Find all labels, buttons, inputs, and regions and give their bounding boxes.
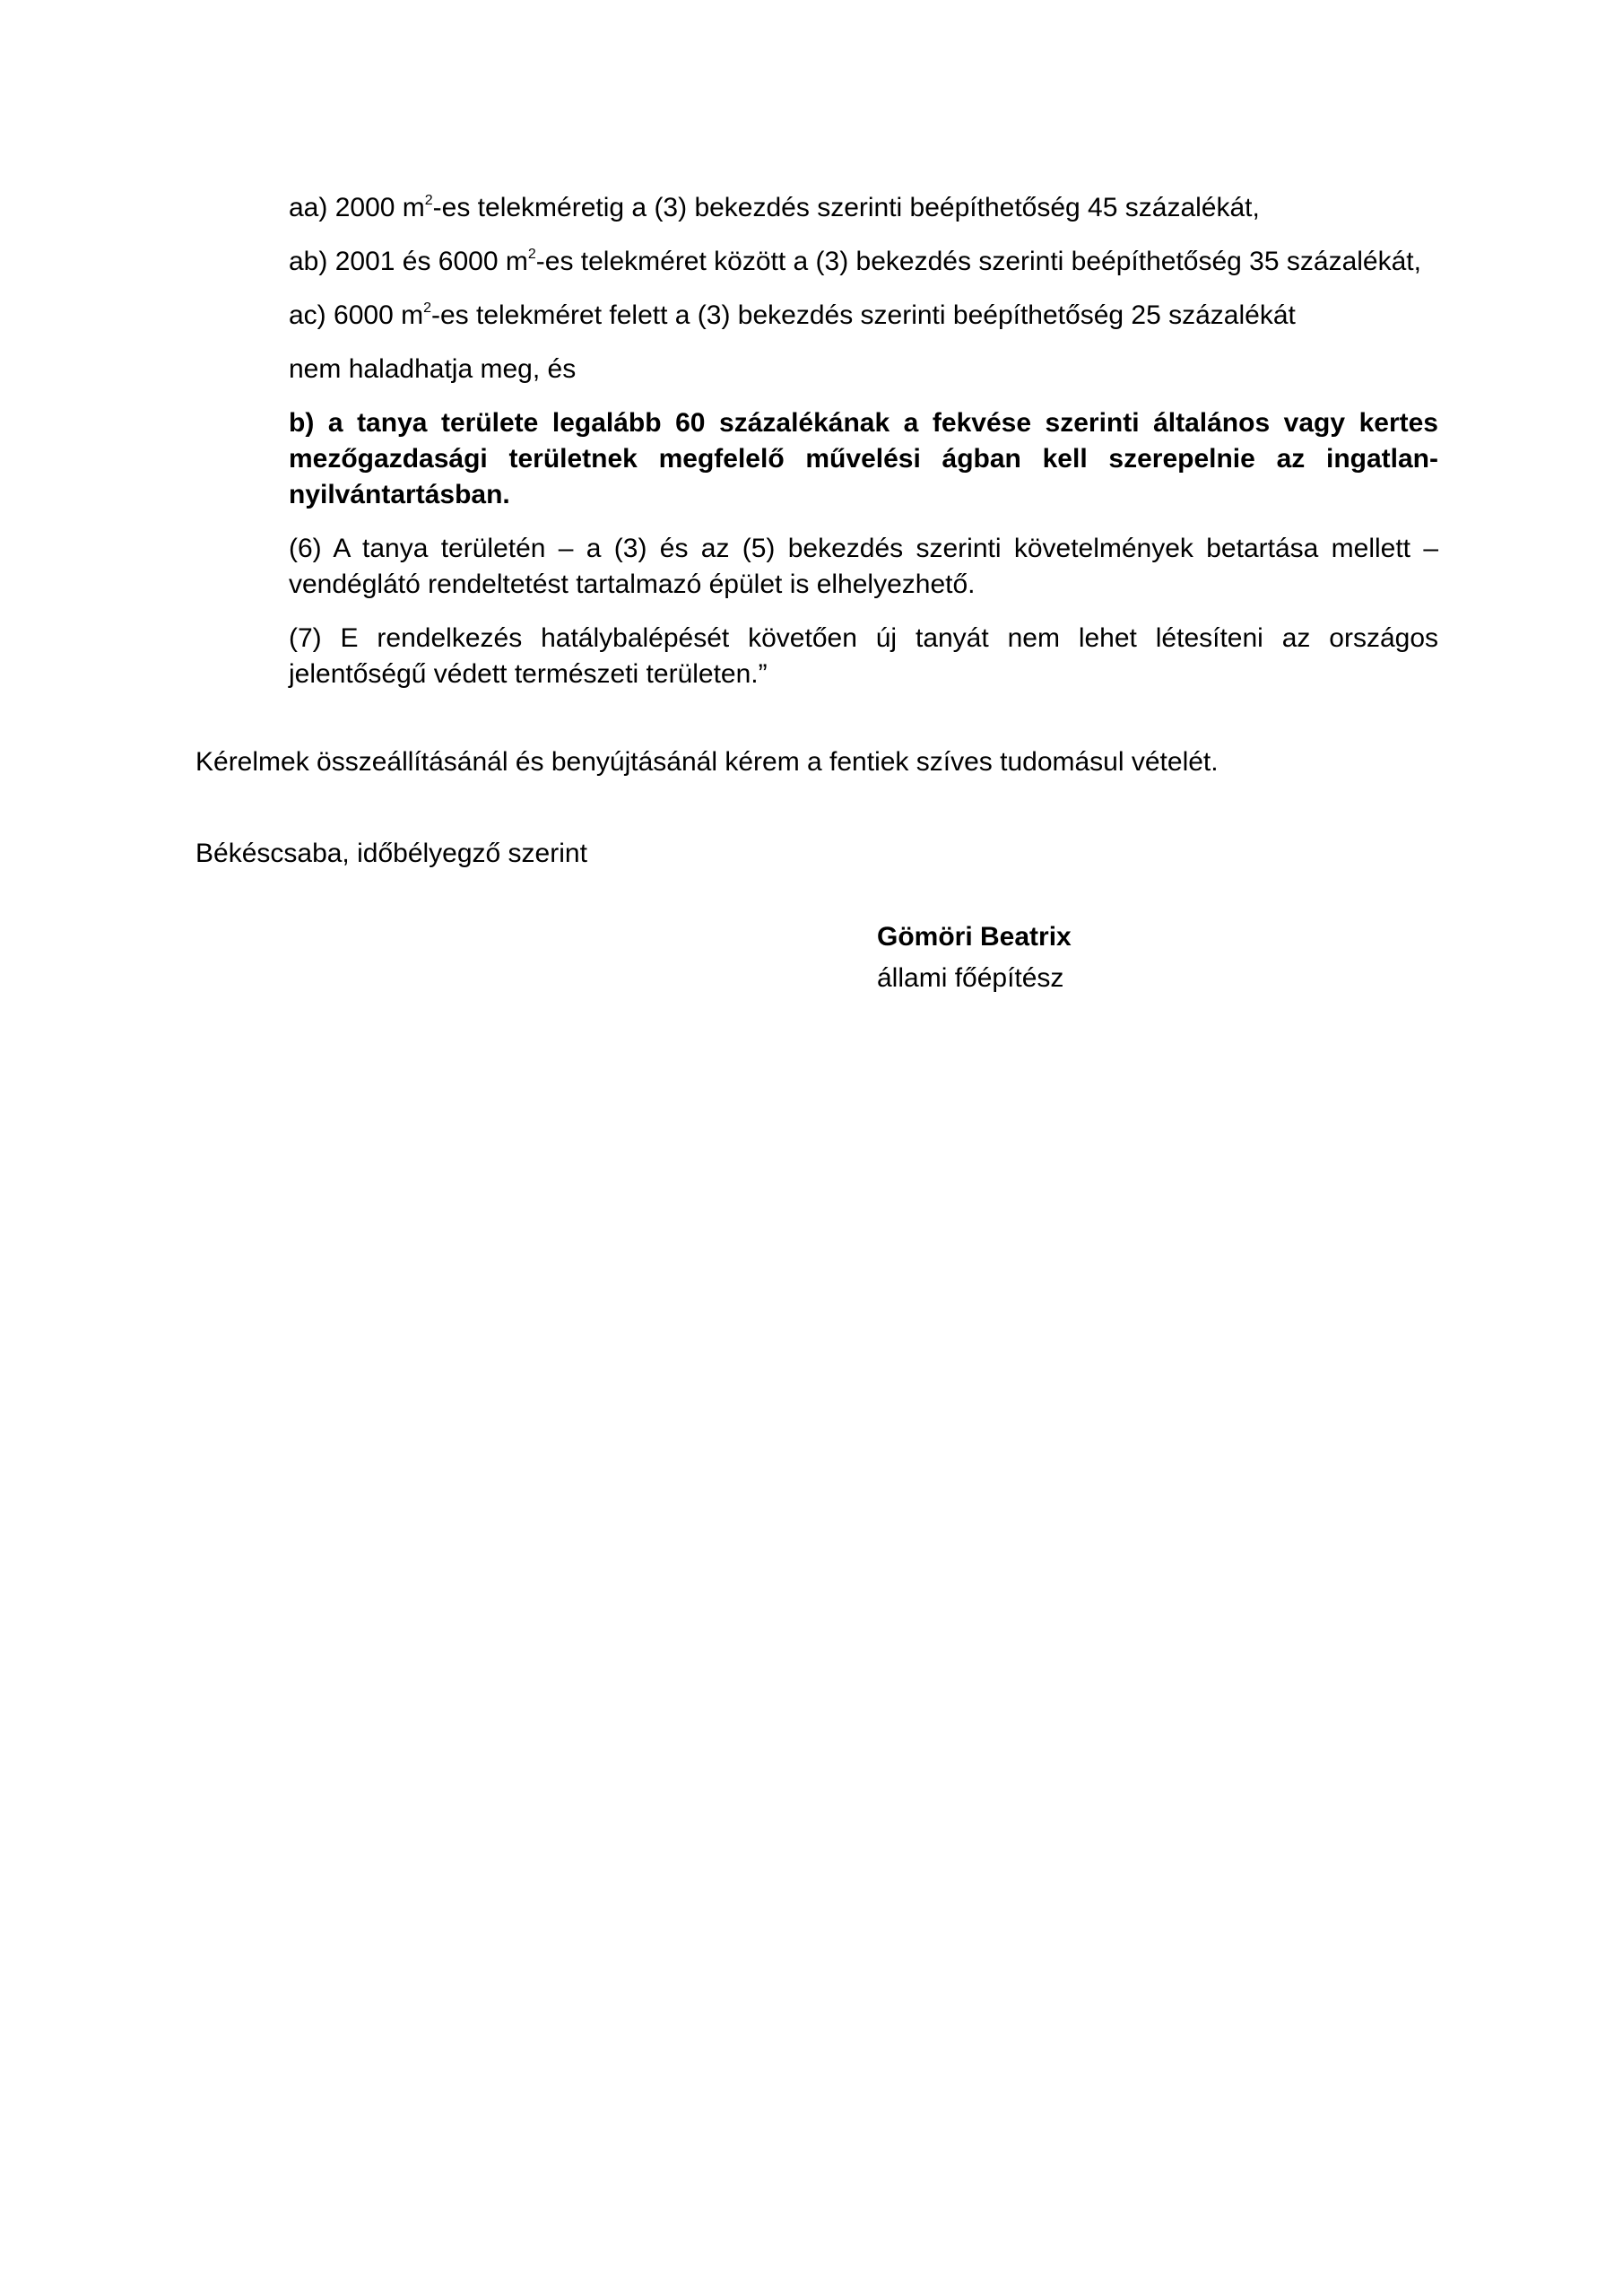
item-ac-prefix: ac) 6000 m [289, 300, 424, 330]
item-aa [289, 190, 1438, 226]
place-date: Békéscsaba, időbélyegző szerint [195, 839, 587, 868]
item-aa-prefix: aa) 2000 m [289, 193, 425, 222]
item-ab-superscript: 2 [527, 247, 536, 262]
paragraph-6: (6) A tanya területén – a (3) és az (5) bekezdés szerinti követelmények betartása mellett – vendéglátó rendeltetést tartalmazó épület is elhelyezhető. [289, 534, 1438, 599]
point-b: b) a tanya területe legalább 60 százalékának a fekvése szerinti általános vagy kertes mezőgazdasági területnek megfelelő művelési ágban kell szerepelnie az ingatlan-nyilvántartásban. [289, 408, 1438, 509]
limit-text: nem haladhatja meg, és [289, 354, 577, 384]
item-ac-suffix: -es telekméret felett a (3) bekezdés szerinti beépíthetőség 25 százalékát [430, 300, 1296, 330]
closing-request: Kérelmek összeállításánál és benyújtásánál kérem a fentiek szíves tudomásul vételét. [195, 747, 1219, 777]
paragraph-7: (7) E rendelkezés hatálybalépését követően új tanyát nem lehet létesíteni az országos jelentőségű védett természeti területen.” [289, 623, 1438, 689]
signatory-name: Gömöri Beatrix [877, 922, 1072, 952]
signatory-title: állami főépítész [877, 963, 1064, 993]
signature-block [877, 917, 1072, 999]
item-aa-superscript: 2 [424, 193, 433, 208]
item-ab-suffix: -es telekméret között a (3) bekezdés szerinti beépíthetőség 35 százalékát, [535, 247, 1421, 276]
item-ac-superscript: 2 [423, 300, 431, 316]
item-ab [289, 244, 1438, 280]
quoted-regulation-block [289, 190, 1438, 710]
item-ab-prefix: ab) 2001 és 6000 m [289, 247, 528, 276]
item-aa-suffix: -es telekméretig a (3) bekezdés szerinti beépíthetőség 45 százalékát, [432, 193, 1260, 222]
item-ac [289, 298, 1438, 334]
